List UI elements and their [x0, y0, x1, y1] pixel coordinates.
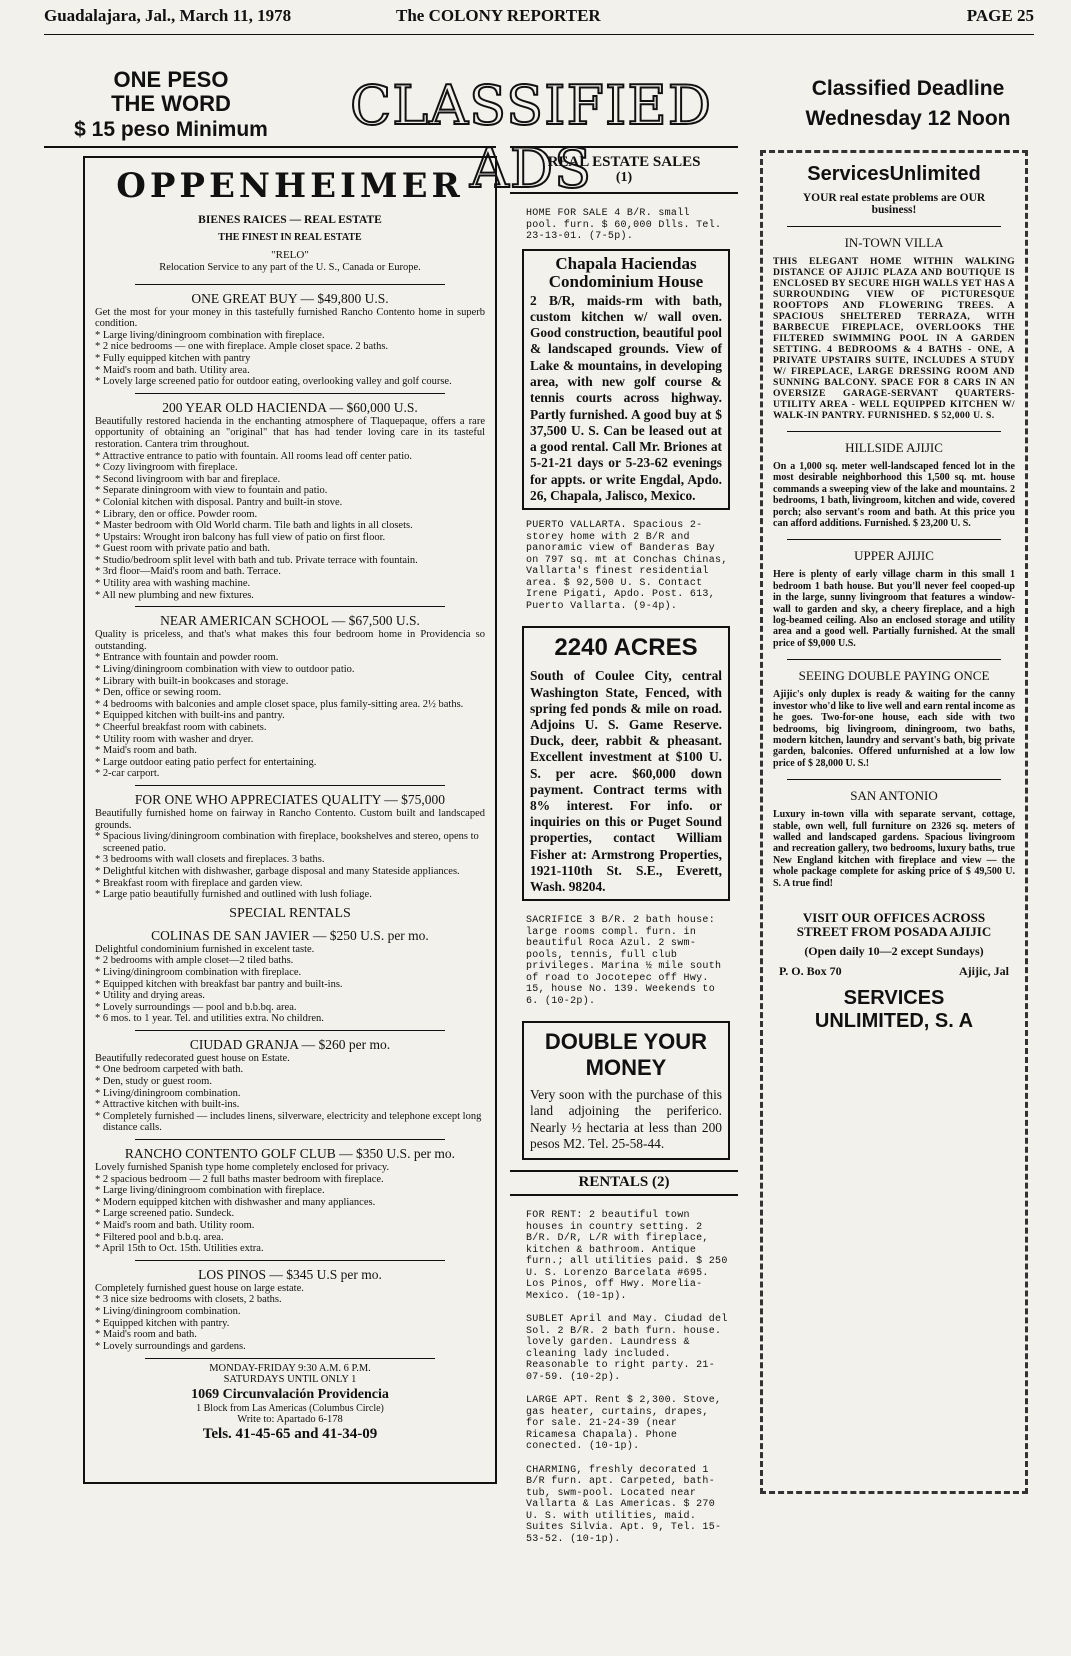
listing-bullet: * Second livingroom with bar and fireplace.: [95, 473, 281, 485]
real-estate-heading: REAL ESTATE SALES: [547, 154, 701, 170]
listing-bullet: * Library, den or office. Powder room.: [95, 508, 258, 520]
services-unlimited-ad: [760, 150, 1028, 1494]
rental-bullet: * Large screened patio. Sundeck.: [95, 1208, 235, 1220]
promo-line2: THE WORD: [111, 91, 231, 116]
rental-bullet: * Modern equipped kitchen with dishwasher and many appliances.: [95, 1196, 376, 1208]
rental-bullet: * Equipped kitchen with breakfast bar pantry and built-ins.: [95, 978, 343, 990]
services-tagline: YOUR real estate problems are OUR business!: [802, 192, 986, 216]
services-pobox: P. O. Box 70: [779, 963, 842, 978]
chapala-body: 2 B/R, maids-rm with bath, custom kitchen w/ wall oven. Good construction, beautiful pool & landscaped grounds. View of Lake & mountains, in developing area, with new golf course & tennis courts across highway. Partly furnished. A good buy at $ 37,500 U. S. Can be leased out at a good rental. Call Mr. Briones at 5-21-21 days or 5-23-62 evenings for appts. or write Engdal, Apdo. 26, Chapala, Jalisco, Mexico.: [530, 292, 722, 504]
listing-bullet: * Den, office or sewing room.: [95, 687, 222, 699]
rental-desc: Lovely furnished Spanish type home completely enclosed for privacy.: [95, 1162, 390, 1174]
rental-sublet: SUBLET April and May. Ciudad del Sol. 2 B/R. 2 bath furn. house. lovely garden. Laundress & cleaning lady included. Reasonable to right party. 21-07-59. (10-2p).: [526, 1314, 728, 1383]
masthead-rule: [44, 34, 1034, 35]
services-ad-title: HILLSIDE AJIJIC: [845, 440, 943, 455]
sacrifice-ad: SACRIFICE 3 B/R. 2 bath house: large rooms compl. furn. in beautiful Roca Azul. 2 swm-pools, tennis, full club privileges. Marina ½ mile south of road to Jocotepec off Hwy. 15, house No. 139. Weekends to 6. (10-2p).: [526, 915, 722, 1007]
masthead-page: PAGE 25: [966, 6, 1034, 25]
chapala-title: Chapala Haciendas Condominium House: [548, 253, 704, 291]
listing-bullet: * Delightful kitchen with dishwasher, garbage disposal and many Stateside appliances.: [95, 865, 460, 877]
col1-top-rule: [44, 146, 496, 148]
divider: [135, 785, 445, 786]
double-money-body: Very soon with the purchase of this land adjoining the periferico. Nearly ½ hectaria at less than 200 pesos M2. Tel. 25-58-44.: [530, 1087, 722, 1151]
real-estate-number: (1): [615, 170, 633, 185]
listing-bullet: * Spacious living/diningroom combination with fireplace, bookshelves and stereo, opens to screened patio.: [95, 831, 479, 854]
rental-bullet: * Utility and drying areas.: [95, 990, 205, 1002]
rule: [510, 1194, 738, 1196]
oppenheimer-name: OPPENHEIMER: [116, 166, 464, 206]
services-ad-title: UPPER AJIJIC: [854, 548, 934, 564]
listing-bullet: * Fully equipped kitchen with pantry: [95, 352, 251, 364]
rental-bullet: * Den, study or guest room.: [95, 1076, 212, 1088]
oppenheimer-sub1: BIENES RAICES — REAL ESTATE: [198, 214, 382, 226]
listing-bullet: * Lovely large screened patio for outdoor eating, overlooking valley and golf course.: [95, 376, 452, 388]
services-title: ServicesUnlimited: [807, 163, 981, 185]
divider: [787, 226, 1001, 227]
rental-bullet: * Completely furnished — includes linens, silverware, electricity and telephone except long distance calls.: [95, 1110, 482, 1134]
office-address: 1069 Circunvalación Providencia: [191, 1387, 389, 1403]
banner-title: CLASSIFIED ADS: [349, 74, 713, 200]
listing-bullet: * Large patio beautifully furnished and outlined with lush foliage.: [95, 889, 372, 901]
divider: [135, 1030, 445, 1031]
listing-bullet: * 3 bedrooms with wall closets and fireplaces. 3 baths.: [95, 854, 325, 866]
listing-bullet: * Entrance with fountain and powder room.: [95, 652, 279, 664]
listing-bullet: * Library with built-in bookcases and storage.: [95, 675, 289, 687]
home-for-sale-ad: HOME FOR SALE 4 B/R. small pool. furn. $ 60,000 Dlls. Tel. 23-13-01. (7-5p).: [526, 208, 722, 242]
services-pobox-city: Ajijic, Jal: [959, 963, 1009, 978]
acres-body: South of Coulee City, central Washington State, Fenced, with spring fed ponds & mile on road. Adjoins U. S. Game Reserve. Duck, deer, rabbit & pheasant. Excellent investment at $100 U. S. per acre. $60,000 down payment. Contract terms with 8% interest. For info. or inquiries on this or Puget Sound properties, contact William Fisher at: Armstrong Properties, 1921-110th St. S.E., Everett, Wash. 98204.: [530, 668, 722, 894]
col2-top-rule: [510, 146, 738, 148]
rental-bullet: * Maid's room and bath.: [95, 1329, 197, 1341]
listing-bullet: * All new plumbing and new fixtures.: [95, 589, 254, 601]
rental-bullet: * Equipped kitchen with pantry.: [95, 1317, 230, 1329]
deadline-line2: Wednesday 12 Noon: [805, 107, 1011, 130]
rental-bullet: * One bedroom carpeted with bath.: [95, 1064, 244, 1076]
services-ad-body: Luxury in-town villa with separate servant, cottage, stable, own well, full furniture on 2326 sq. meters of walled and landscaped gardens. Spacious livingroom and recreation gallery, two bedrooms, luxury baths, true New England kitchen with fireplace and view — the whole package complete for asking price of $ 49,500 U. S. A true find!: [773, 809, 1015, 889]
divider: [135, 1260, 445, 1261]
listing-bullet: * Attractive entrance to patio with fountain. All rooms lead off center patio.: [95, 450, 413, 462]
divider: [145, 1358, 435, 1359]
deadline-line1: Classified Deadline: [811, 77, 1005, 100]
listing-bullet: * Upstairs: Wrought iron balcony has full view of patio on first floor.: [95, 531, 386, 543]
rental-desc: Completely furnished guest house on large estate.: [95, 1282, 304, 1294]
listing-desc: Beautifully restored hacienda in the enchanting atmosphere of Tlaquepaque, offers a rare opportunity of obtaining an "original" that has had tender loving care in its tasteful restoration. Cantera trim throughout.: [95, 415, 485, 450]
office-tels: Tels. 41-45-65 and 41-34-09: [202, 1426, 378, 1443]
services-listings: [773, 226, 1015, 889]
rental-title: RANCHO CONTENTO GOLF CLUB — $350 U.S. per mo.: [124, 1146, 456, 1162]
listing-bullet: * 3rd floor—Maid's room and bath. Terrace.: [95, 566, 281, 578]
oppenheimer-ad: [83, 156, 497, 1484]
rental-title: CIUDAD GRANJA — $260 per mo.: [189, 1036, 391, 1052]
services-ad-body: On a 1,000 sq. meter well-landscaped fenced lot in the most desirable neighborhood this 1,500 sq. mt. house commands a sweeping view of the lake and mountains. 2 bedrooms, 1 bath, livingroom, kitchen and wide, covered porch; also servant's room and bath. At this price you can afford additions. Furnished. $ 23,200 U. S.: [773, 461, 1015, 530]
services-visit: VISIT OUR OFFICES ACROSS STREET FROM POSADA AJIJIC: [796, 909, 992, 939]
listing-bullet: * Equipped kitchen with built-ins and pantry.: [95, 710, 285, 722]
listing-bullet: * 2 nice bedrooms — one with fireplace. Ample closet space. 2 baths.: [95, 341, 389, 353]
office-address-sub: 1 Block from Las Americas (Columbus Circle): [196, 1403, 384, 1415]
rental-bullet: * 2 bedrooms with ample closet—2 tiled baths.: [95, 955, 294, 967]
listing-title: 200 YEAR OLD HACIENDA — $60,000 U.S.: [162, 399, 418, 415]
rental-town-houses: FOR RENT: 2 beautiful town houses in country setting. 2 B/R. D/R, L/R with fireplace, kitchen & bathroom. Antique furn.; all utilities paid. $ 250 U. S. Lorenzo Barcelata #695. Los Pinos, off Hwy. Morelia-Mexico. (10-1p).: [526, 1210, 728, 1302]
divider: [787, 539, 1001, 540]
rental-large-apt: LARGE APT. Rent $ 2,300. Stove, gas heater, curtains, drapes, for sale. 21-24-39 (near Ricamesa Chapala). Phone conected. (10-1p).: [526, 1395, 722, 1453]
services-ad-title: SEEING DOUBLE PAYING ONCE: [798, 668, 990, 684]
listing-bullet: * Maid's room and bath.: [95, 745, 197, 757]
rental-bullet: * 2 spacious bedroom — 2 full baths master bedroom with fireplace.: [95, 1173, 384, 1185]
listing-bullet: * Cozy livingroom with fireplace.: [95, 462, 238, 474]
promo-minimum: $ 15 peso Minimum: [74, 118, 268, 141]
rental-bullet: * Living/diningroom combination with fireplace.: [95, 966, 302, 978]
rental-bullet: * April 15th to Oct. 15th. Utilities extra.: [95, 1243, 264, 1255]
rental-charming: CHARMING, freshly decorated 1 B/R furn. apt. Carpeted, bath-tub, swm-pool. Located near Vallarta & Las Americas. $ 270 U. S. with utilities, maid. Suites Silvia. Apt. 9, Tel. 15-53-52. (10-1p).: [526, 1464, 722, 1545]
divider: [135, 284, 445, 285]
listing-title: ONE GREAT BUY — $49,800 U.S.: [191, 290, 389, 306]
hours-saturday: SATURDAYS UNTIL ONLY 1: [223, 1374, 357, 1386]
listing-bullet: * 2-car carport.: [95, 768, 160, 780]
rental-bullet: * Lovely surroundings and gardens.: [95, 1340, 246, 1352]
divider: [135, 606, 445, 607]
listing-bullet: * Breakfast room with fireplace and garden view.: [95, 877, 303, 889]
special-rentals-heading: SPECIAL RENTALS: [229, 905, 351, 921]
rental-desc: Beautifully redecorated guest house on Estate.: [95, 1052, 290, 1064]
hours-weekday: MONDAY-FRIDAY 9:30 A.M. 6 P.M.: [209, 1363, 371, 1375]
divider: [135, 1139, 445, 1140]
oppenheimer-relo-desc: Relocation Service to any part of the U. S., Canada or Europe.: [159, 262, 421, 273]
services-ad-body: Here is plenty of early village charm in this small 1 bedroom 1 bath house. But you'll never feel cooped-up in the large, sunny livingroom that features a window-wall to garden and sky, a cheery fireplace, and a high log-beamed ceiling. Also an enclosed storage and utility area and a good well. Partially furnished. At the small price of $9,000 U.S.: [773, 569, 1015, 649]
divider: [787, 779, 1001, 780]
rental-bullet: * Filtered pool and b.b.q. area.: [95, 1231, 224, 1243]
promo-line1: ONE PESO: [113, 67, 229, 92]
listing-title: FOR ONE WHO APPRECIATES QUALITY — $75,000: [134, 791, 446, 807]
rental-desc: Delightful condominium furnished in excelent taste.: [95, 943, 315, 955]
services-open: (Open daily 10—2 except Sundays): [804, 943, 984, 958]
listing-bullet: * Master bedroom with Old World charm. Tile bath and lights in all closets.: [95, 520, 413, 532]
listing-bullet: * Utility area with washing machine.: [95, 578, 251, 590]
office-write: Write to: Apartado 6-178: [237, 1414, 343, 1426]
rental-bullet: * Lovely surroundings — pool and b.b.bq. area.: [95, 1001, 297, 1013]
listing-desc: Get the most for your money in this tastefully furnished Rancho Contento home in superb condition.: [95, 306, 485, 330]
rental-bullet: * 3 nice size bedrooms with closets, 2 baths.: [95, 1294, 282, 1306]
rental-bullet: * Living/diningroom combination.: [95, 1087, 241, 1099]
double-money-title: DOUBLE YOUR MONEY: [544, 1029, 708, 1081]
listing-desc: Beautifully furnished home on fairway in Rancho Contento. Custom built and landscaped grounds.: [95, 807, 485, 831]
oppenheimer-rentals: [95, 928, 485, 1353]
listing-bullet: * Large living/diningroom combination with fireplace.: [95, 329, 325, 341]
rental-bullet: * Large living/diningroom combination with fireplace.: [95, 1185, 325, 1197]
double-money-ad: [522, 1021, 730, 1160]
listing-bullet: * Guest room with private patio and bath.: [95, 543, 270, 555]
rental-title: LOS PINOS — $345 U.S per mo.: [198, 1266, 382, 1282]
listing-desc: Quality is priceless, and that's what makes this four bedroom home in Providencia so outstanding.: [95, 629, 485, 652]
listing-bullet: * Separate diningroom with view to fountain and patio.: [95, 485, 328, 497]
services-ad-title: SAN ANTONIO: [850, 788, 938, 804]
services-footer2: UNLIMITED, S. A: [814, 1009, 974, 1032]
services-ad-body: Ajijic's only duplex is ready & waiting for the canny investor who'd like to live well and earn rental income as he goes. Two-for-one house, each side with two bedrooms, big livingroom, diningroom, two baths, modern kitchen, laundry and servant's bath, big private garden, balconies. Offered unfurnished at a low low price of $ 28,000 U. S.!: [773, 689, 1015, 769]
acres-ad: [522, 626, 730, 901]
deadline-block: [788, 74, 1028, 134]
rule: [510, 192, 738, 194]
rentals-heading: RENTALS (2): [578, 1174, 670, 1191]
listing-bullet: * Cheerful breakfast room with cabinets.: [95, 722, 267, 733]
listing-bullet: * Studio/bedroom split level with bath and tub. Private terrace with fountain.: [95, 554, 418, 566]
listing-bullet: * Living/diningroom combination with view to outdoor patio.: [95, 664, 355, 676]
masthead-paper: The COLONY REPORTER: [396, 6, 601, 25]
listing-bullet: * 4 bedrooms with balconies and ample closet space, plus family-sitting area. 2½ baths.: [95, 698, 464, 710]
rule: [510, 1170, 738, 1172]
divider: [135, 393, 445, 394]
rental-bullet: * Living/diningroom combination.: [95, 1305, 241, 1317]
oppenheimer-relo: "RELO": [271, 249, 309, 261]
promo-block: [96, 68, 246, 116]
rental-bullet: * 6 mos. to 1 year. Tel. and utilities extra. No children.: [95, 1013, 324, 1025]
listing-bullet: * Colonial kitchen with disposal. Pantry and built-in stove.: [95, 496, 343, 508]
rental-title: COLINAS DE SAN JAVIER — $250 U.S. per mo.: [151, 927, 429, 943]
rental-bullet: * Attractive kitchen with built-ins.: [95, 1099, 240, 1111]
services-ad-title: IN-TOWN VILLA: [844, 235, 944, 250]
oppenheimer-sub2: THE FINEST IN REAL ESTATE: [218, 232, 362, 243]
listing-bullet: * Utility room with washer and dryer.: [95, 733, 254, 745]
services-ad-body: THIS ELEGANT HOME WITHIN WALKING DISTANCE OF AJIJIC PLAZA AND BOUTIQUE IS ENCLOSED BY SECURE HIGH WALLS YET HAS A SURROUNDING VIEW OF PICTURESQUE ROOFTOPS AND FLOWERING TREES. A SPACIOUS SHELTERED TERRAZA, WITH BARBECUE FIREPLACE, OVERLOOKS THE FILTERED SWIMMING POOL IN A GARDEN SETTING. 4 BEDROOMS & 4 BATHS - ONE, A PRIVATE UPSTAIRS SUITE, INCLUDES A STUDY W/ FIREPLACE, LARGE DRESSING ROOM AND SUNNING BALCONY. SPACE FOR 8 CARS IN AN OVERSIZE GARAGE-SERVANT QUARTERS-UTILITY AREA - WELL EQUIPPED KITCHEN W/ WALK-IN PANTRY. FURNISHED. $ 52,000 U. S.: [773, 256, 1015, 421]
divider: [787, 431, 1001, 432]
services-pobox-row: [773, 964, 1015, 979]
oppenheimer-listings: [95, 291, 485, 901]
masthead-date: Guadalajara, Jal., March 11, 1978: [44, 6, 292, 25]
puerto-vallarta-ad: PUERTO VALLARTA. Spacious 2-storey home with 2 B/R and panoramic view of Banderas Bay on 797 sq. mt at Conchas Chinas, Vallarta's finest residential area. $ 92,500 U. S. Contact Irene Pigati, Apdo. Post. 613, Puerto Vallarta. (9-4p).: [526, 520, 728, 612]
chapala-ad: [522, 249, 730, 511]
listing-bullet: * Maid's room and bath. Utility area.: [95, 364, 250, 376]
acres-title: 2240 ACRES: [554, 634, 698, 662]
listing-bullet: * Large outdoor eating patio perfect for entertaining.: [95, 756, 317, 768]
rental-bullet: * Maid's room and bath. Utility room.: [95, 1220, 255, 1231]
masthead: [44, 6, 1034, 34]
listing-title: NEAR AMERICAN SCHOOL — $67,500 U.S.: [160, 613, 420, 629]
services-footer1: SERVICES: [843, 986, 945, 1009]
middle-column: [510, 154, 738, 1545]
divider: [787, 659, 1001, 660]
